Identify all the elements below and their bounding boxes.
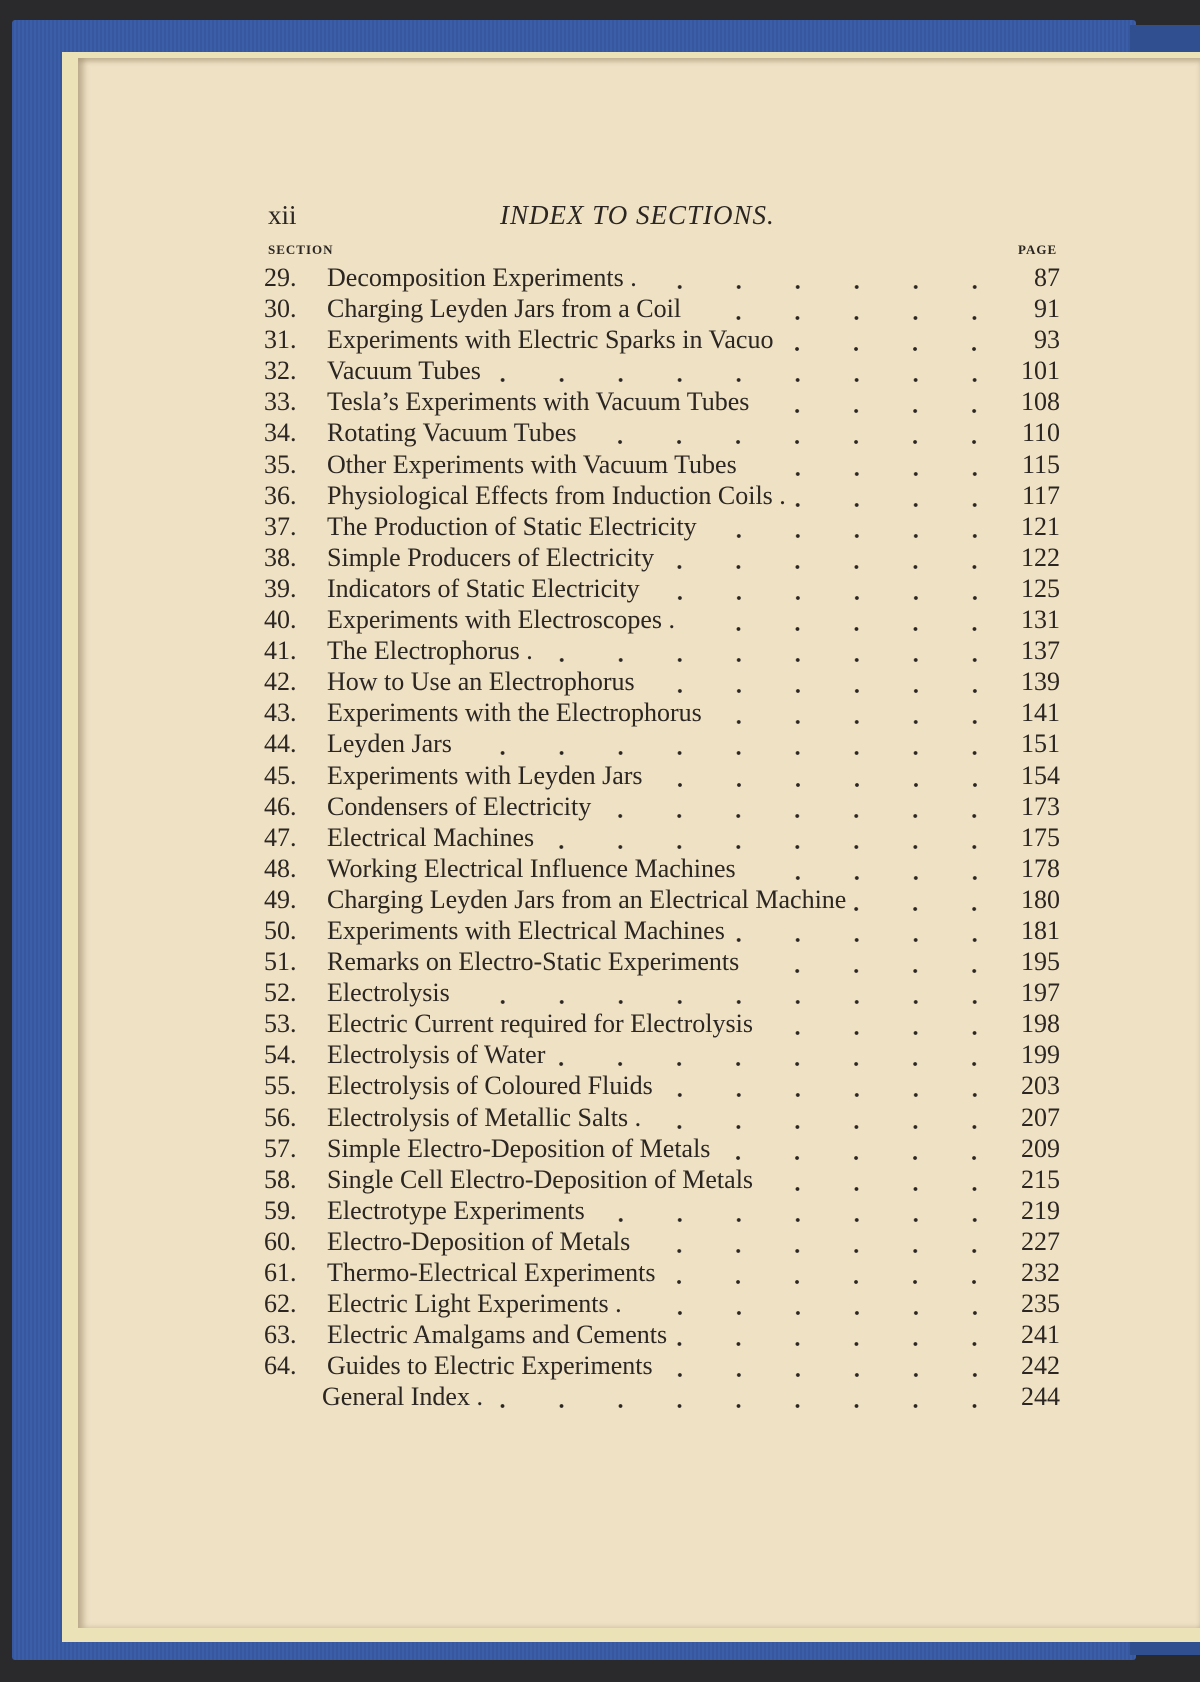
section-page: 241 [1021,1320,1060,1350]
section-number: 49. [264,884,297,914]
section-title: Simple Electro-Deposition of Metals [327,1133,711,1163]
section-page: 125 [1021,573,1060,603]
leader-dots [651,760,1004,791]
section-number: 34. [264,418,297,448]
index-entry [264,417,1060,448]
index-entry [264,1350,1060,1381]
section-title: Condensers of Electricity [327,791,592,821]
section-number: 43. [264,698,297,728]
section-title: Working Electrical Influence Machines [327,853,736,883]
index-entry [264,728,1060,759]
section-page: 198 [1021,1009,1060,1039]
index-entry [264,1226,1060,1257]
section-page: 175 [1021,822,1060,852]
section-number: 62. [264,1289,297,1319]
index-entry [264,573,1060,604]
index-entry [264,635,1060,666]
section-title: The Electrophorus . [327,636,533,666]
section-title: Experiments with Electrical Machines [327,915,725,945]
leader-dots [747,946,1004,977]
section-page: 122 [1021,542,1060,572]
leader-dots [757,386,1004,417]
section-title: Electrolysis [327,978,450,1008]
section-page: 195 [1021,947,1060,977]
section-number: 59. [264,1195,297,1225]
section-number: 32. [264,356,297,386]
page-number: xii [268,200,297,230]
page-header [268,200,1060,240]
leader-dots [733,915,1004,946]
leader-dots [553,1039,1004,1070]
section-number: 42. [264,667,297,697]
index-entry [264,355,1060,386]
section-page: 180 [1021,884,1060,914]
section-title: Charging Leyden Jars from an Electrical Machine [327,884,847,914]
leader-dots [643,666,1004,697]
leader-dots [761,1008,1004,1039]
section-title: Guides to Electric Experiments [327,1351,653,1381]
section-title: Experiments with the Electrophorus [327,698,702,728]
section-number: 61. [264,1258,297,1287]
section-title: The Production of Static Electricity [327,511,697,541]
section-page: 178 [1021,853,1060,883]
section-title: Remarks on Electro-Static Experiments [327,947,740,977]
index-entry [264,822,1060,853]
leader-dots [648,573,1004,604]
section-number: 45. [264,760,297,790]
section-number: 55. [264,1071,297,1101]
section-number: 46. [264,791,297,821]
section-number: 56. [264,1102,297,1132]
index-entry [264,1102,1060,1133]
index-entry [264,853,1060,884]
page-column-label: PAGE [1018,242,1058,257]
section-page: 219 [1021,1195,1060,1225]
section-page: 199 [1021,1040,1060,1070]
section-page: 151 [1021,729,1060,759]
section-title: General Index . [322,1382,483,1412]
section-page: 115 [1021,449,1060,479]
section-title: Electrical Machines [327,822,535,852]
leader-dots [744,853,1004,884]
section-page: 203 [1021,1071,1060,1101]
leader-dots [661,1070,1004,1101]
section-number: 40. [264,605,297,635]
index-entry [264,1164,1060,1195]
index-entry [264,946,1060,977]
section-page: 101 [1021,356,1060,386]
section-title: Electric Current required for Electrolysis [327,1009,753,1039]
index-entry [264,293,1060,324]
section-title: Thermo-Electrical Experiments [327,1258,656,1287]
leader-dots [662,542,1004,573]
section-page: 244 [1021,1382,1060,1412]
section-number: 31. [264,325,297,355]
section-number: 47. [264,822,297,852]
section-title: Simple Producers of Electricity [327,542,655,572]
section-number: 52. [264,978,297,1008]
section-title: Other Experiments with Vacuum Tubes [327,449,737,479]
leader-dots [794,480,1004,511]
index-entry [264,1008,1060,1039]
section-page: 232 [1021,1258,1060,1287]
leader-dots [649,1102,1004,1133]
section-page: 209 [1021,1133,1060,1163]
section-page: 117 [1021,480,1060,510]
leader-dots [661,1350,1004,1381]
index-entry [264,449,1060,480]
leader-dots [675,1319,1004,1350]
page-title: INDEX TO SECTIONS. [500,200,775,230]
leader-dots [630,1288,1004,1319]
section-number: 60. [264,1226,297,1256]
leader-dots [781,324,1004,355]
section-number: 53. [264,1009,297,1039]
index-entry [264,480,1060,511]
index-entry [264,604,1060,635]
section-number: 50. [264,915,297,945]
section-column-label: SECTION [268,242,334,257]
index-entry [264,1288,1060,1319]
index-entry [264,915,1060,946]
section-number: 57. [264,1133,297,1163]
section-page: 197 [1021,978,1060,1008]
index-entry [264,324,1060,355]
leader-dots [761,1164,1004,1195]
section-title: Rotating Vacuum Tubes [327,418,577,448]
leader-dots [710,697,1004,728]
leader-dots [705,511,1004,542]
section-number: 29. [264,263,297,292]
section-title: Experiments with Leyden Jars [327,760,643,790]
section-page: 93 [1034,325,1060,355]
section-page: 242 [1021,1351,1060,1381]
index-entry [264,1039,1060,1070]
leader-dots [645,262,1004,293]
section-page: 207 [1021,1102,1060,1132]
section-page: 137 [1021,636,1060,666]
index-entry [264,1133,1060,1164]
section-number: 33. [264,387,297,417]
section-number: 54. [264,1040,297,1070]
leader-dots [663,1257,1004,1288]
index-entry [264,760,1060,791]
leader-dots [489,355,1004,386]
section-page: 131 [1021,605,1060,635]
section-title: Decomposition Experiments . [327,263,637,292]
leader-dots [491,1381,1004,1412]
section-number: 36. [264,480,297,510]
index-entry [264,666,1060,697]
section-number: 41. [264,636,297,666]
section-title: Single Cell Electro-Deposition of Metals [327,1164,754,1194]
section-title: Leyden Jars [327,729,452,759]
index-entry [264,884,1060,915]
section-number: 44. [264,729,297,759]
section-number: 39. [264,573,297,603]
section-number: 35. [264,449,297,479]
section-title: Electrotype Experiments [327,1195,585,1225]
index-entry [264,977,1060,1008]
section-page: 227 [1021,1226,1060,1256]
section-title: Indicators of Static Electricity [327,573,640,603]
leader-dots [745,449,1004,480]
index-entry [264,386,1060,417]
section-page: 141 [1021,698,1060,728]
index-entry [264,1070,1060,1101]
index-entry [264,697,1060,728]
section-title: Electrolysis of Metallic Salts . [327,1102,642,1132]
leader-dots [683,604,1004,635]
section-title: Electrolysis of Water [327,1040,546,1070]
section-number: 58. [264,1164,297,1194]
section-title: Charging Leyden Jars from a Coil [327,294,682,324]
section-title: Experiments with Electroscopes . [327,605,676,635]
section-page: 121 [1021,511,1060,541]
section-page: 154 [1021,760,1060,790]
section-number: 37. [264,511,297,541]
index-entry [264,511,1060,542]
section-number: 38. [264,542,297,572]
section-title: Experiments with Electric Sparks in Vacuo [327,325,774,355]
section-title: Vacuum Tubes [327,356,481,386]
section-page: 215 [1021,1164,1060,1194]
index-entry [264,1257,1060,1288]
index-entry [264,1195,1060,1226]
leader-dots [593,1195,1004,1226]
index-entry [264,791,1060,822]
section-number: 64. [264,1351,297,1381]
index-list [264,262,1060,1412]
leader-dots [460,728,1004,759]
section-page: 139 [1021,667,1060,697]
index-entry [264,1319,1060,1350]
leader-dots [718,1133,1004,1164]
section-title: How to Use an Electrophorus [327,667,635,697]
section-title: Physiological Effects from Induction Coils . [327,480,786,510]
leader-dots [638,1226,1004,1257]
section-page: 110 [1021,418,1060,448]
index-entry [264,262,1060,293]
leader-dots [599,791,1004,822]
section-page: 181 [1021,915,1060,945]
index-entry [264,1381,1060,1412]
leader-dots [458,977,1004,1008]
section-title: Electric Amalgams and Cements [327,1320,668,1350]
leader-dots [854,884,1004,915]
index-entry [264,542,1060,573]
section-page: 87 [1034,263,1060,292]
section-page: 91 [1034,294,1060,324]
section-page: 235 [1021,1289,1060,1319]
leader-dots [584,417,1004,448]
leader-dots [689,293,1004,324]
leader-dots [542,822,1004,853]
section-number: 63. [264,1320,297,1350]
section-title: Electro-Deposition of Metals [327,1226,631,1256]
section-title: Electrolysis of Coloured Fluids [327,1071,653,1101]
section-title: Electric Light Experiments . [327,1289,622,1319]
section-page: 173 [1021,791,1060,821]
section-number: 30. [264,294,297,324]
section-number: 48. [264,853,297,883]
section-title: Tesla’s Experiments with Vacuum Tubes [327,387,750,417]
section-page: 108 [1021,387,1060,417]
leader-dots [541,635,1004,666]
section-number: 51. [264,947,297,977]
